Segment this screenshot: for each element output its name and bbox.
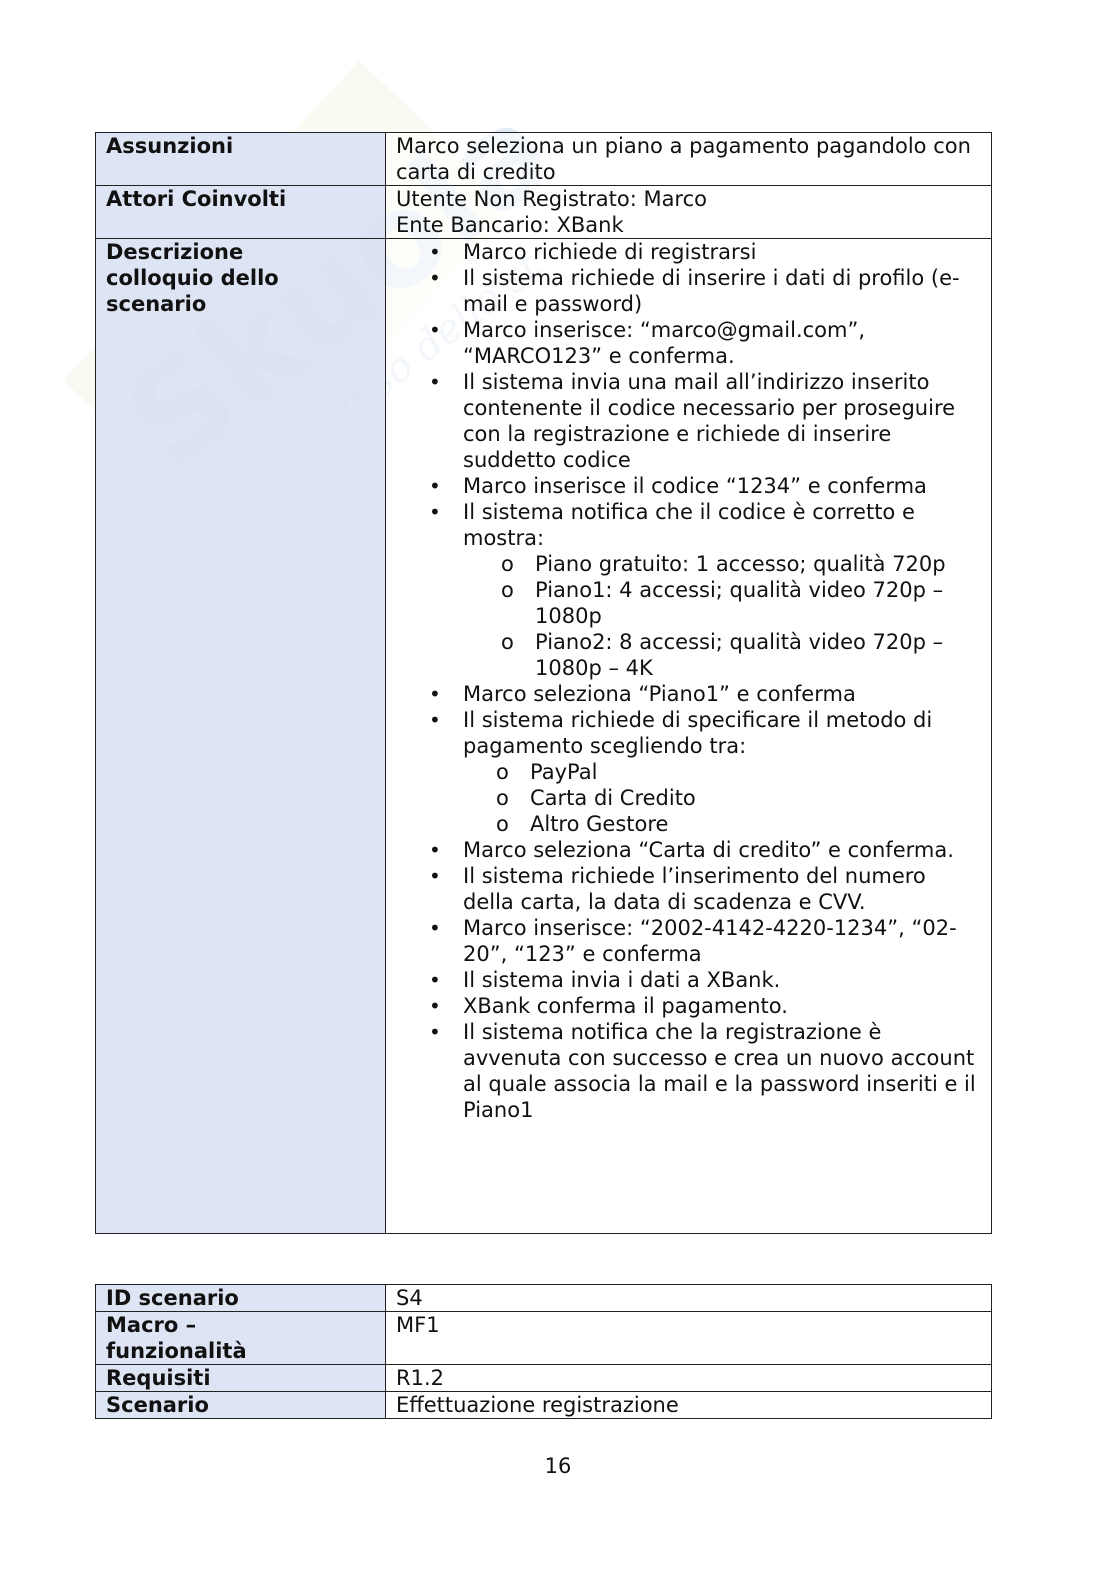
descrizione-label-text: Descrizione colloquio dello scenario [106, 240, 279, 316]
scenario-detail-table [95, 132, 992, 1234]
step-item: • Marco inserisce il codice “1234” e conferma [463, 473, 983, 499]
plan-item: o Piano gratuito: 1 accesso; qualità 720p [535, 551, 983, 577]
payment-item: o PayPal [530, 759, 983, 785]
step-item: • Il sistema notifica che la registrazione è avvenuta con successo e crea un nuovo account al quale associa la mail e la password inseriti e il Piano1 [463, 1019, 983, 1123]
step-item: • Marco richiede di registrarsi [463, 239, 983, 265]
value-descrizione [386, 239, 992, 1234]
step-text: Il sistema richiede di specificare il metodo di pagamento scegliendo tra: [463, 708, 933, 758]
macro-label-text: Macro – funzionalità [106, 1313, 247, 1363]
value-macro: MF1 [386, 1312, 992, 1365]
step-item: • Il sistema invia una mail all’indirizzo inserito contenente il codice necessario per proseguire con la registrazione e richiede di inserire suddetto codice [463, 369, 983, 473]
attore-banca: Ente Bancario: XBank [396, 213, 624, 237]
step-item: • Marco inserisce: “2002-4142-4220-1234”, “02-20”, “123” e conferma [463, 915, 983, 967]
label-requisiti: Requisiti [96, 1365, 386, 1392]
label-descrizione [96, 239, 386, 1234]
page-number: 16 [544, 1454, 572, 1478]
step-item [463, 707, 983, 837]
value-assunzioni: Marco seleziona un piano a pagamento pagandolo con carta di credito [386, 133, 992, 186]
step-item: • Il sistema richiede di inserire i dati di profilo (e-mail e password) [463, 265, 983, 317]
label-macro [96, 1312, 386, 1365]
label-scenario: Scenario [96, 1392, 386, 1419]
step-item: • Marco seleziona “Carta di credito” e conferma. [463, 837, 983, 863]
step-item: • Il sistema richiede l’inserimento del numero della carta, la data di scadenza e CVV. [463, 863, 983, 915]
step-item: • XBank conferma il pagamento. [463, 993, 983, 1019]
row-requisiti [96, 1365, 992, 1392]
row-scenario [96, 1392, 992, 1419]
label-attori: Attori Coinvolti [96, 186, 386, 239]
row-descrizione [96, 239, 992, 1234]
step-item: • Marco seleziona “Piano1” e conferma [463, 681, 983, 707]
value-attori [386, 186, 992, 239]
value-id: S4 [386, 1285, 992, 1312]
step-text: Il sistema notifica che il codice è corretto e mostra: [463, 500, 915, 550]
row-macro [96, 1312, 992, 1365]
row-assunzioni [96, 133, 992, 186]
step-item: • Marco inserisce: “marco@gmail.com”, “MARCO123” e conferma. [463, 317, 983, 369]
scenario-header-table [95, 1284, 992, 1419]
plan-item: o Piano1: 4 accessi; qualità video 720p – 1080p [535, 577, 983, 629]
payment-item: o Carta di Credito [530, 785, 983, 811]
label-id: ID scenario [96, 1285, 386, 1312]
plan-item: o Piano2: 8 accessi; qualità video 720p – 1080p – 4K [535, 629, 983, 681]
row-attori [96, 186, 992, 239]
step-item: • Il sistema invia i dati a XBank. [463, 967, 983, 993]
plans-list [463, 551, 983, 681]
value-scenario: Effettuazione registrazione [386, 1392, 992, 1419]
value-requisiti: R1.2 [386, 1365, 992, 1392]
payment-methods-list [463, 759, 983, 837]
row-id [96, 1285, 992, 1312]
step-item [463, 499, 983, 681]
label-assunzioni: Assunzioni [96, 133, 386, 186]
steps-list [396, 239, 983, 1123]
attore-utente: Utente Non Registrato: Marco [396, 187, 708, 211]
payment-item: o Altro Gestore [530, 811, 983, 837]
